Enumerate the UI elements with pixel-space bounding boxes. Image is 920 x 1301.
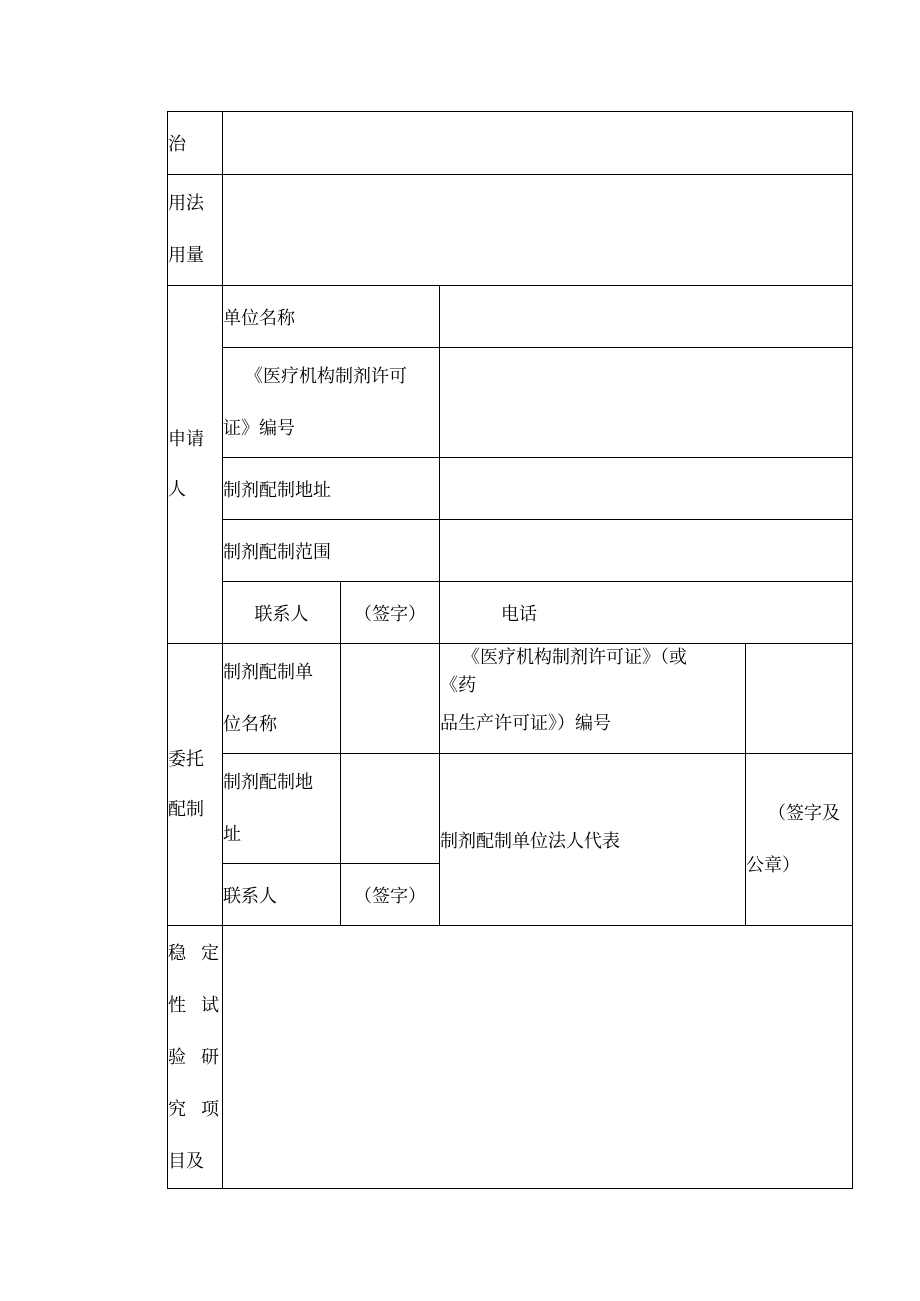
applicant-scope-label-cell [223, 520, 440, 582]
applicant-label-line1: 申请 [168, 428, 204, 450]
entrusted-legal-rep-label: 制剂配制单位法人代表 [440, 830, 620, 852]
entrusted-license-line2: 《药 [440, 675, 476, 696]
usage-label-line2: 用量 [168, 245, 204, 266]
applicant-license-row [168, 348, 853, 458]
applicant-license-value-cell[interactable] [440, 348, 853, 458]
applicant-scope-value-cell[interactable] [440, 520, 853, 582]
applicant-unit-name-label: 单位名称 [223, 307, 295, 329]
entrusted-unit-name-line1: 制剂配制单 [223, 661, 313, 683]
applicant-license-label-line2: 证》编号 [223, 417, 295, 439]
applicant-label-line2: 人 [168, 478, 186, 500]
applicant-scope-row [168, 520, 853, 582]
entrusted-label-cell [168, 644, 223, 926]
entrusted-sign-seal-line2: 公章） [746, 854, 800, 876]
applicant-address-label: 制剂配制地址 [223, 479, 331, 501]
indication-value-cell[interactable] [223, 112, 853, 175]
entrusted-sign-seal-line1: （签字及 [768, 802, 840, 824]
stability-row [168, 926, 853, 1189]
applicant-unit-name-value-cell[interactable] [440, 286, 853, 348]
applicant-unit-name-row [168, 286, 853, 348]
indication-label-cell [168, 112, 223, 175]
entrusted-label-line2: 配制 [168, 798, 204, 820]
usage-label-cell [168, 175, 223, 286]
entrusted-address-row [168, 754, 853, 864]
applicant-contact-row [168, 582, 853, 644]
entrusted-signature-label: （签字） [354, 885, 426, 907]
entrusted-address-value-cell[interactable] [341, 754, 440, 864]
entrusted-contact-label-cell [223, 864, 341, 926]
applicant-label-cell [168, 286, 223, 644]
indication-row [168, 112, 853, 175]
applicant-scope-label: 制剂配制范围 [223, 541, 331, 563]
usage-label-line1: 用法 [168, 193, 204, 214]
stability-label-cell [168, 926, 234, 1189]
entrusted-unit-name-value-cell[interactable] [341, 644, 440, 754]
usage-value-cell[interactable] [223, 175, 853, 286]
entrusted-unit-name-row [168, 644, 853, 754]
entrusted-signature-cell[interactable] [341, 864, 440, 926]
entrusted-license-line1: 《医疗机构制剂许可证》（或 [462, 647, 687, 668]
entrusted-label-line1: 委托 [168, 748, 204, 770]
stability-label-line4: 究项 [168, 1099, 234, 1120]
applicant-phone-label: 电话 [501, 603, 537, 625]
entrusted-legal-rep-label-cell [440, 754, 746, 926]
stability-label-line2: 性试 [168, 995, 234, 1016]
entrusted-sign-seal-cell[interactable] [746, 754, 853, 926]
entrusted-address-label-cell [223, 754, 341, 864]
applicant-license-label-line1: 《医疗机构制剂许可 [245, 365, 407, 387]
applicant-license-label-cell [223, 348, 440, 458]
applicant-address-value-cell[interactable] [440, 458, 853, 520]
stability-value-cell[interactable] [223, 926, 853, 1189]
applicant-contact-label: 联系人 [254, 603, 309, 625]
applicant-address-row [168, 458, 853, 520]
entrusted-unit-name-line2: 位名称 [223, 713, 277, 735]
applicant-address-label-cell [223, 458, 440, 520]
entrusted-address-line1: 制剂配制地 [223, 771, 313, 793]
usage-row [168, 175, 853, 286]
applicant-phone-cell[interactable] [440, 582, 853, 644]
applicant-contact-label-cell [223, 582, 341, 644]
application-form-table [167, 111, 853, 1189]
stability-label-line5: 目及 [168, 1151, 204, 1172]
entrusted-license-value-cell[interactable] [746, 644, 853, 754]
applicant-unit-name-label-cell [223, 286, 440, 348]
indication-label: 治 [168, 134, 186, 155]
entrusted-address-line2: 址 [223, 823, 241, 845]
entrusted-license-label-cell [440, 644, 746, 754]
stability-label-line1: 稳定 [168, 943, 234, 964]
stability-label-line3: 验研 [168, 1047, 234, 1068]
entrusted-contact-label: 联系人 [223, 885, 277, 907]
applicant-signature-label: （签字） [354, 603, 426, 625]
entrusted-unit-name-label-cell [223, 644, 341, 754]
applicant-signature-cell[interactable] [341, 582, 440, 644]
entrusted-license-line3: 品生产许可证》）编号 [440, 713, 611, 734]
